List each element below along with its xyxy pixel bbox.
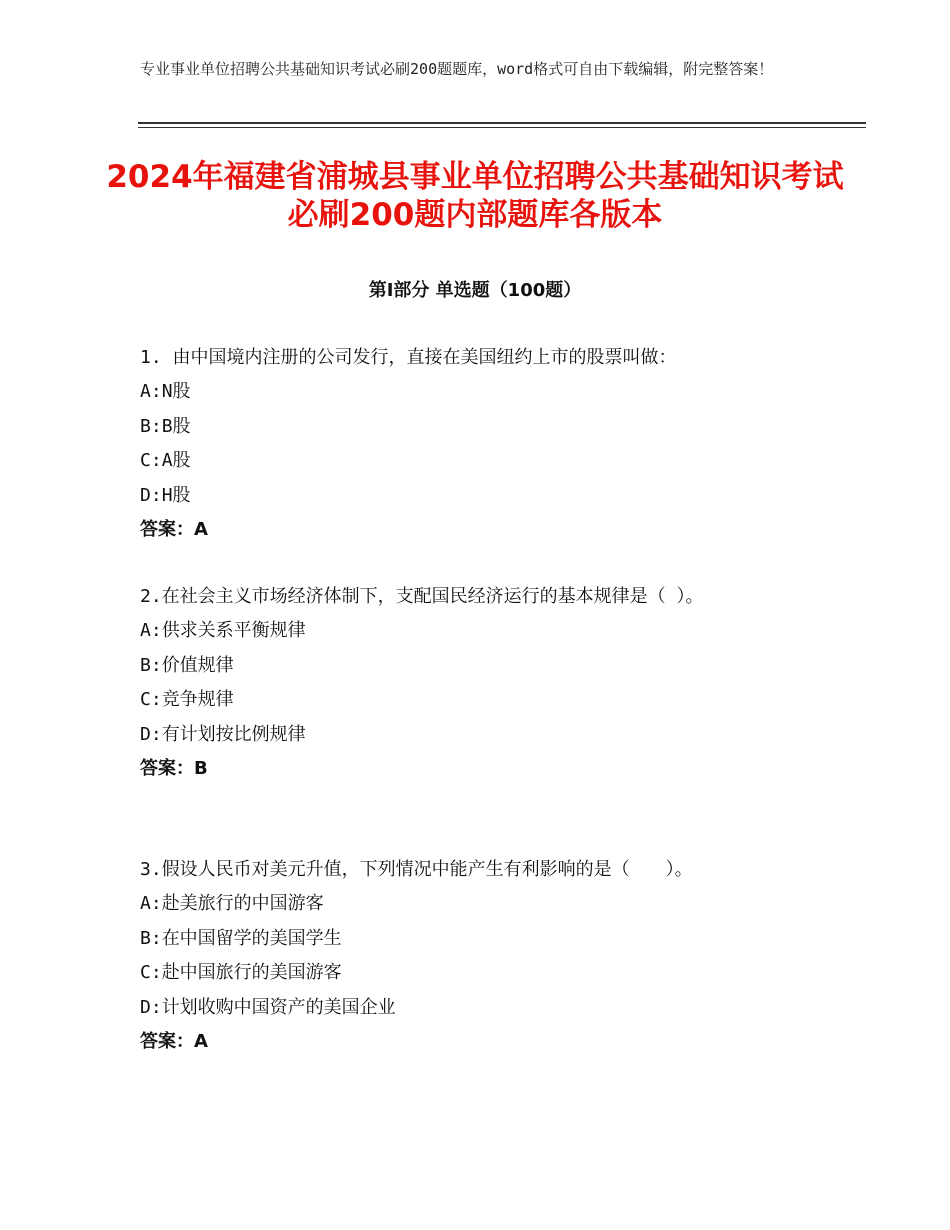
option-a	[140, 887, 780, 922]
option-b	[140, 410, 780, 445]
option-text: 在中国留学的美国学生	[161, 927, 342, 949]
header-rule-thick	[138, 122, 866, 124]
option-letter: B:	[140, 415, 162, 437]
option-b	[140, 649, 780, 684]
option-text: H股	[161, 484, 191, 506]
question-2	[140, 580, 780, 786]
option-c	[140, 956, 780, 991]
option-text: 竞争规律	[161, 689, 234, 710]
option-letter: C:	[140, 450, 162, 471]
option-text: 供求关系平衡规律	[161, 620, 306, 641]
option-d	[140, 479, 780, 514]
option-letter: C:	[140, 689, 162, 710]
option-letter: A:	[140, 381, 162, 402]
option-letter: A:	[140, 620, 162, 641]
option-text: 计划收购中国资产的美国企业	[161, 996, 396, 1018]
question-stem: 3.假设人民币对美元升值，下列情况中能产生有利影响的是（ ）。	[140, 859, 693, 880]
section-title: 第Ⅰ部分 单选题（100题）	[368, 280, 582, 301]
option-letter: A:	[140, 893, 162, 914]
question-stem: 1. 由中国境内注册的公司发行，直接在美国纽约上市的股票叫做：	[140, 347, 677, 368]
option-c	[140, 444, 780, 479]
header-note: 专业事业单位招聘公共基础知识考试必刷200题题库，word格式可自由下载编辑，附完整答案！	[140, 60, 774, 78]
option-text: B股	[161, 415, 191, 437]
answer-label: 答案：A	[140, 519, 208, 540]
question-stem: 2.在社会主义市场经济体制下，支配国民经济运行的基本规律是（ ）。	[140, 586, 704, 607]
option-text: 赴中国旅行的美国游客	[161, 962, 342, 983]
option-letter: D:	[140, 723, 162, 745]
question-1	[140, 341, 780, 547]
option-text: N股	[161, 381, 191, 402]
option-letter: B:	[140, 654, 162, 676]
option-letter: C:	[140, 962, 162, 983]
option-d	[140, 718, 780, 753]
option-text: 赴美旅行的中国游客	[161, 893, 324, 914]
option-a	[140, 614, 780, 649]
option-b	[140, 922, 780, 957]
option-d	[140, 991, 780, 1026]
option-text: A股	[161, 450, 191, 471]
document-title: 2024年福建省浦城县事业单位招聘公共基础知识考试必刷200题内部题库各版本	[106, 159, 844, 233]
option-letter: D:	[140, 484, 162, 506]
option-c	[140, 683, 780, 718]
answer-label: 答案：B	[140, 758, 208, 779]
option-text: 价值规律	[161, 654, 234, 676]
question-3	[140, 853, 780, 1059]
option-text: 有计划按比例规律	[161, 723, 306, 745]
option-letter: B:	[140, 927, 162, 949]
option-a	[140, 375, 780, 410]
header-rule-thin	[138, 127, 866, 128]
option-letter: D:	[140, 996, 162, 1018]
answer-label: 答案：A	[140, 1031, 208, 1052]
